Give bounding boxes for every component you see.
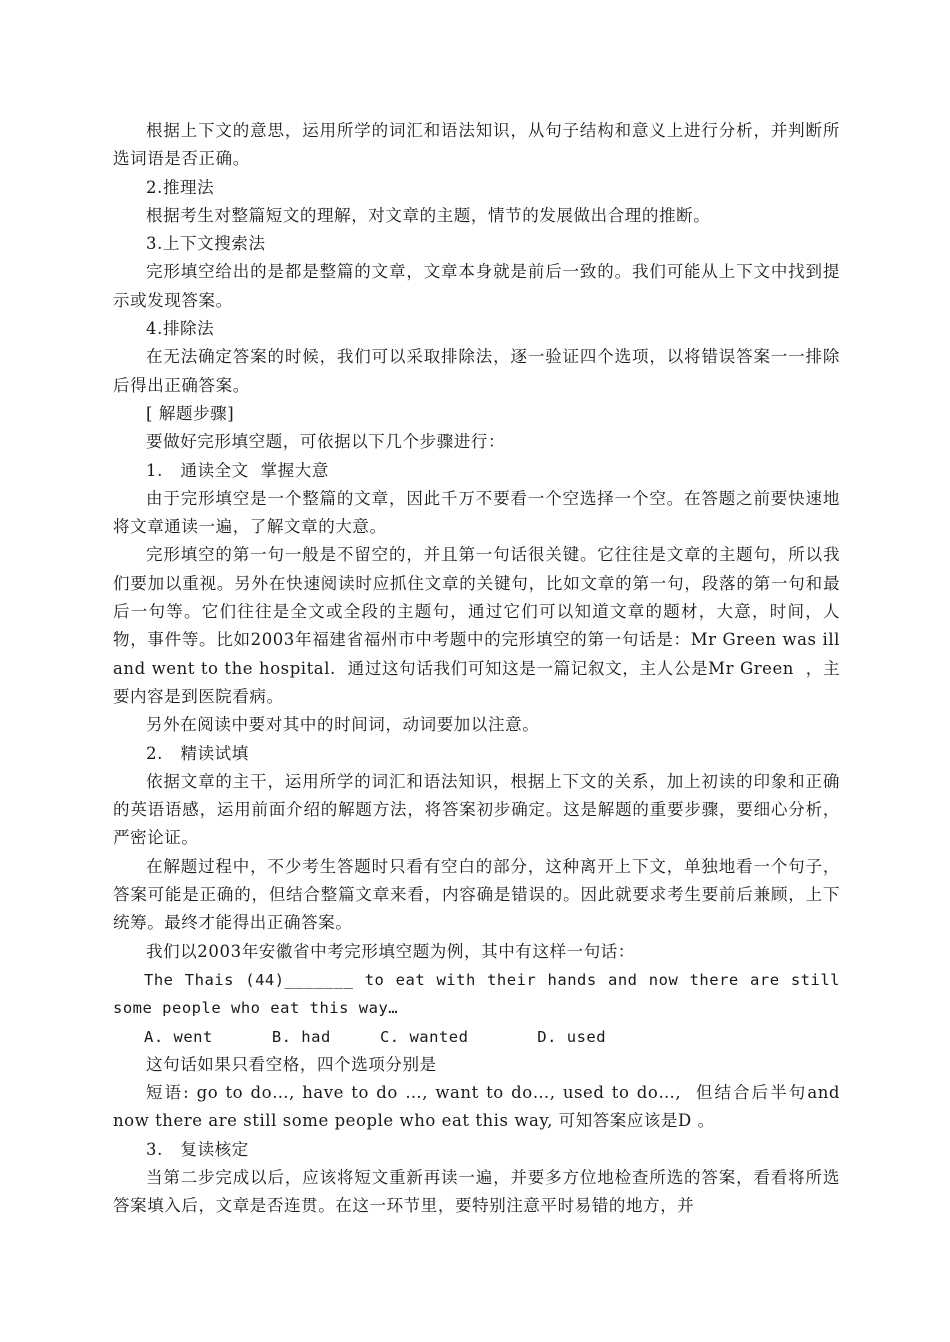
paragraph: 完形填空的第一句一般是不留空的，并且第一句话很关键。它往往是文章的主题句，所以我们要加以重视。另外在快速阅读时应抓住文章的关键句，比如文章的第一句，段落的第一句和最后一句等。它们往往是全文或全段的主题句，通过它们可以知道文章的题材，大意，时间，人物，事件等。比如2003年福建省福州市中考题中的完形填空的第一句话是：Mr Green was ill and went to the hospital. 通过这句话我们可知这是一篇记叙文，主人公是Mr Green ，主要内容是到医院看病。 [113,545,846,706]
heading-inference-method: 2.推理法 [146,177,215,197]
heading-context-search-method: 3.上下文搜索法 [146,234,266,254]
paragraph: 我们以2003年安徽省中考完形填空题为例，其中有这样一句话： [146,941,635,961]
paragraph: 要做好完形填空题，可依据以下几个步骤进行： [146,432,506,452]
paragraph: 依据文章的主干，运用所学的词汇和语法知识，根据上下文的关系，加上初读的印象和正确的英语语感，运用前面介绍的解题方法，将答案初步确定。这是解题的重要步骤，要细心分析，严密论证。 [113,771,840,848]
paragraph: 这句话如果只看空格，四个选项分别是 [146,1054,437,1074]
paragraph: 在解题过程中，不少考生答题时只看有空白的部分，这种离开上下文，单独地看一个句子，答案可能是正确的，但结合整篇文章来看，内容确是错误的。因此就要求考生要前后兼顾，上下统筹。最终才能得出正确答案。 [113,856,840,933]
example-sentence: The Thais (44)_______ to eat with their hands and now there are still some people who eat this way… [113,970,850,1018]
paragraph: 根据上下文的意思，运用所学的词汇和语法知识，从句子结构和意义上进行分析，并判断所选词语是否正确。 [113,121,840,169]
section-heading-steps: [ 解题步骤] [146,403,235,423]
paragraph: 另外在阅读中要对其中的时间词，动词要加以注意。 [146,715,540,735]
paragraph: 在无法确定答案的时候，我们可以采取排除法，逐一验证四个选项，以将错误答案一一排除后得出正确答案。 [113,347,840,395]
step-heading-1: 1. 通读全文 掌握大意 [146,460,329,480]
paragraph: 由于完形填空是一个整篇的文章，因此千万不要看一个空选择一个空。在答题之前要快速地将文章通读一遍，了解文章的大意。 [113,488,840,537]
paragraph: 短语: go to do…, have to do …, want to do…, used to do…, 但结合后半句and now there are still some people who eat this way, 可知答案应该是D 。 [113,1083,846,1131]
paragraph: 完形填空给出的是都是整篇的文章，文章本身就是前后一致的。我们可能从上下文中找到提示或发现答案。 [113,262,840,310]
step-heading-2: 2. 精读试填 [146,743,249,763]
heading-elimination-method: 4.排除法 [146,319,215,339]
answer-options: A. went B. had C. wanted D. used [144,1027,607,1046]
paragraph: 根据考生对整篇短文的理解，对文章的主题，情节的发展做出合理的推断。 [146,205,711,225]
document-body [113,117,850,1221]
step-heading-3: 3. 复读核定 [146,1139,249,1159]
paragraph: 当第二步完成以后，应该将短文重新再读一遍，并要多方位地检查所选的答案，看看将所选答案填入后，文章是否连贯。在这一环节里，要特别注意平时易错的地方，并 [113,1167,840,1216]
